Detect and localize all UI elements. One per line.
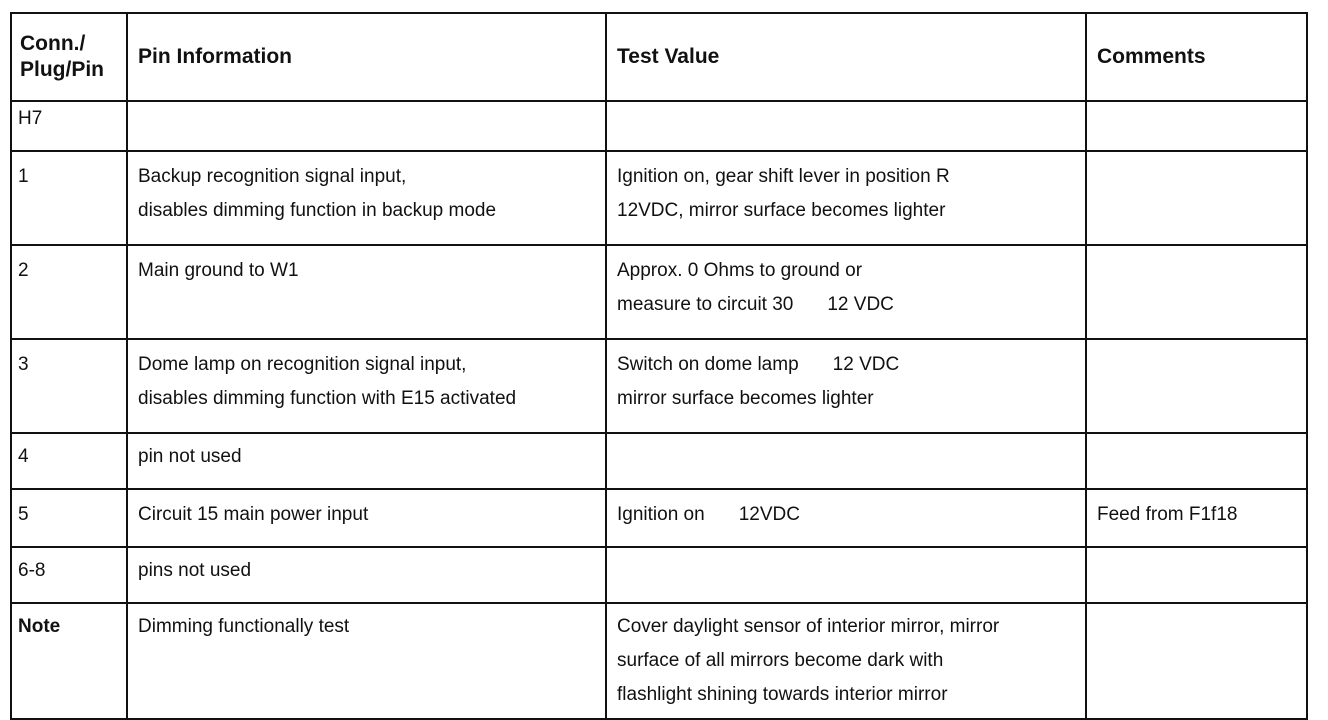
cell-conn: H7 (11, 101, 127, 151)
test-value-line (617, 498, 1075, 532)
header-test-value: Test Value (606, 13, 1086, 101)
pin-info-line: disables dimming function with E15 activated (138, 388, 517, 409)
test-value-line: Cover daylight sensor of interior mirror, mirror (617, 616, 1000, 637)
test-value-line: Ignition on, gear shift lever in position R (617, 166, 950, 187)
pin-info-line: Dome lamp on recognition signal input, (138, 354, 467, 375)
pin-info-line: Dimming functionally test (138, 616, 350, 637)
pin-test-table (10, 12, 1308, 720)
table-row (11, 151, 1307, 245)
cell-pin-info (127, 603, 606, 719)
cell-test-value (606, 151, 1086, 245)
test-value-voltage: 12 VDC (827, 294, 894, 315)
cell-pin-info (127, 101, 606, 151)
cell-test-value (606, 547, 1086, 603)
header-comments: Comments (1086, 13, 1307, 101)
table-row (11, 101, 1307, 151)
cell-pin-info (127, 547, 606, 603)
document-page (10, 12, 1308, 720)
cell-test-value (606, 603, 1086, 719)
cell-test-value (606, 339, 1086, 433)
table-row (11, 245, 1307, 339)
cell-pin-info (127, 339, 606, 433)
cell-conn: 5 (11, 489, 127, 547)
cell-test-value (606, 101, 1086, 151)
cell-comments (1086, 101, 1307, 151)
cell-comments (1086, 603, 1307, 719)
cell-comments (1086, 245, 1307, 339)
table-row (11, 433, 1307, 489)
pin-info-line: Backup recognition signal input, (138, 166, 407, 187)
cell-conn: Note (11, 603, 127, 719)
cell-pin-info (127, 489, 606, 547)
test-value-line (617, 348, 1075, 382)
pin-info-line: Main ground to W1 (138, 260, 299, 281)
pin-info-line: pin not used (138, 446, 242, 467)
test-value-line: Approx. 0 Ohms to ground or (617, 260, 863, 281)
cell-conn: 4 (11, 433, 127, 489)
test-value-text: Ignition on (617, 504, 705, 525)
table-row (11, 547, 1307, 603)
header-conn-text: Conn./ Plug/Pin (20, 32, 104, 81)
cell-comments: Feed from F1f18 (1086, 489, 1307, 547)
pin-info-line: Circuit 15 main power input (138, 504, 369, 525)
test-value-line: 12VDC, mirror surface becomes lighter (617, 200, 946, 221)
cell-test-value (606, 245, 1086, 339)
test-value-line: flashlight shining towards interior mirror (617, 684, 948, 705)
test-value-line: surface of all mirrors become dark with (617, 650, 944, 671)
table-row (11, 339, 1307, 433)
cell-conn: 6-8 (11, 547, 127, 603)
table-row (11, 603, 1307, 719)
cell-test-value (606, 489, 1086, 547)
test-value-line (617, 288, 1075, 322)
cell-comments (1086, 433, 1307, 489)
cell-pin-info (127, 433, 606, 489)
table-header-row (11, 13, 1307, 101)
cell-conn: 3 (11, 339, 127, 433)
cell-pin-info (127, 151, 606, 245)
cell-conn: 2 (11, 245, 127, 339)
pin-info-line: disables dimming function in backup mode (138, 200, 497, 221)
test-value-voltage: 12VDC (738, 504, 800, 525)
cell-conn: 1 (11, 151, 127, 245)
test-value-text: measure to circuit 30 (617, 294, 794, 315)
cell-test-value (606, 433, 1086, 489)
cell-comments (1086, 547, 1307, 603)
cell-comments (1086, 339, 1307, 433)
header-conn-plug-pin (11, 13, 127, 101)
cell-pin-info (127, 245, 606, 339)
pin-info-line: pins not used (138, 560, 252, 581)
cell-comments (1086, 151, 1307, 245)
header-pin-information: Pin Information (127, 13, 606, 101)
test-value-line: mirror surface becomes lighter (617, 388, 874, 409)
test-value-text: Switch on dome lamp (617, 354, 799, 375)
table-row (11, 489, 1307, 547)
test-value-voltage: 12 VDC (832, 354, 900, 375)
